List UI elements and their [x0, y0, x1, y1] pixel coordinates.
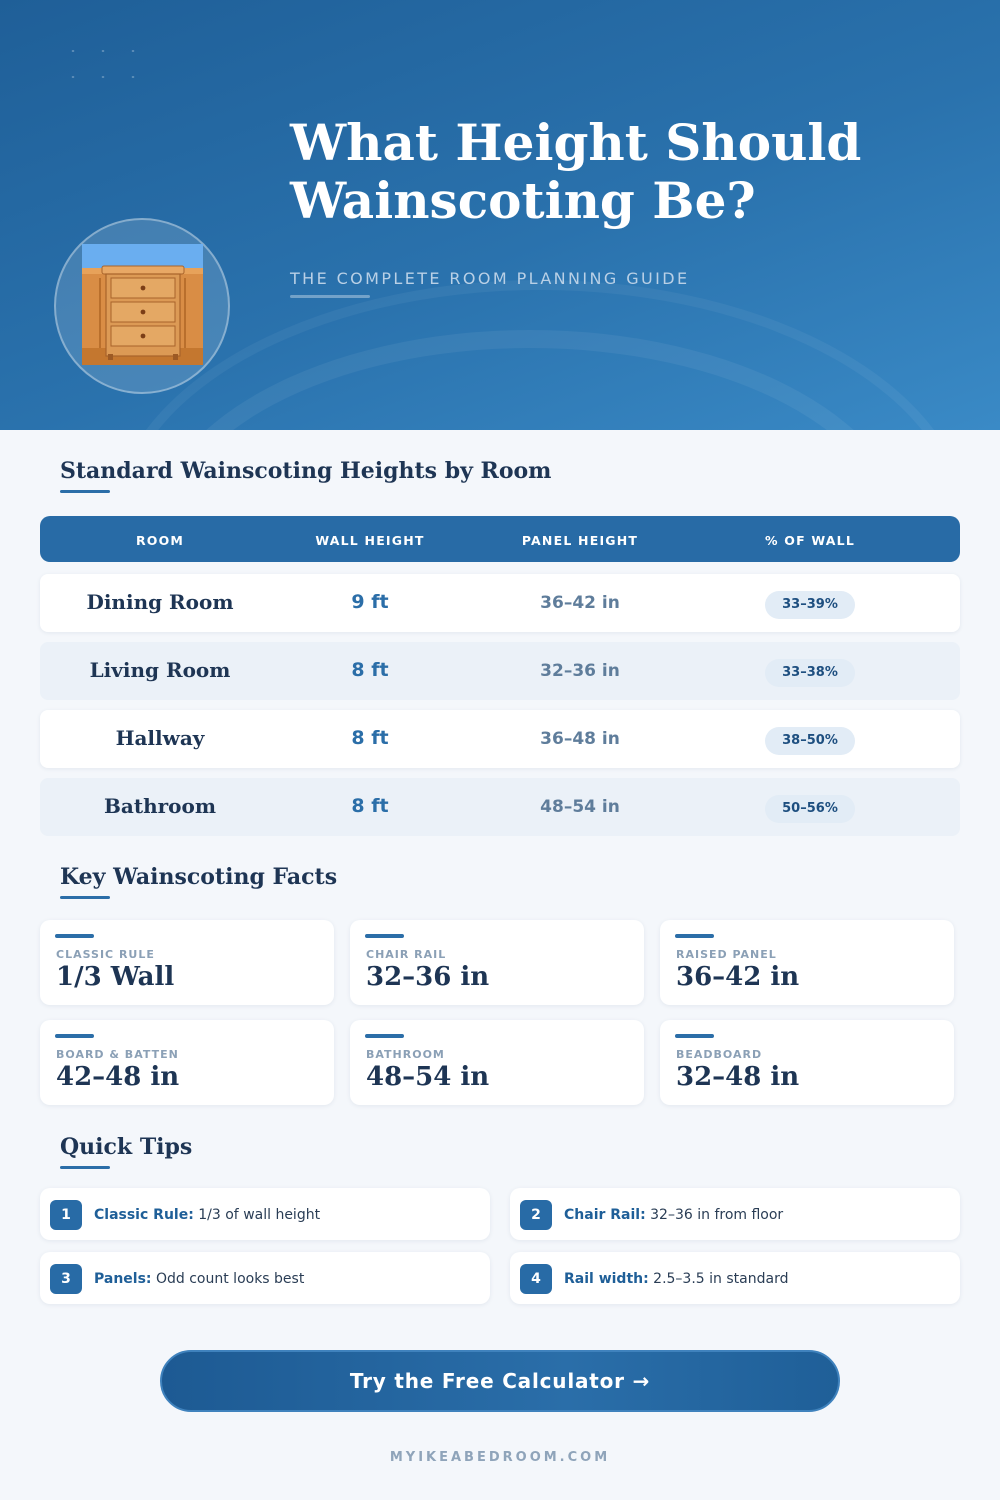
tips-section-title: Quick Tips [60, 1134, 193, 1160]
tip-card [40, 1252, 490, 1304]
wall-height: 8 ft [351, 659, 389, 681]
page-title [290, 114, 970, 230]
tip-body: Odd count looks best [151, 1271, 305, 1287]
fact-card-chair-rail [350, 920, 644, 1005]
fact-label: CHAIR RAIL [366, 948, 447, 961]
section-underline [60, 896, 110, 899]
page-title-line-1: What Height Should [290, 113, 862, 172]
column-header-panel-height: PANEL HEIGHT [521, 533, 639, 548]
panel-height: 32–36 in [540, 661, 620, 681]
tip-lead: Chair Rail: [564, 1207, 646, 1223]
column-header-percent-of-wall: % OF WALL [764, 533, 856, 548]
free-calculator-button[interactable]: Try the Free Calculator → [160, 1350, 840, 1412]
tip-body: 32–36 in from floor [645, 1207, 784, 1223]
tip-text [94, 1271, 304, 1287]
decorative-dot-grid [58, 38, 158, 98]
tip-lead: Rail width: [564, 1271, 649, 1287]
table-row [40, 574, 960, 632]
card-accent-bar [55, 1034, 94, 1038]
tip-text [564, 1271, 788, 1287]
fact-card-bathroom [350, 1020, 644, 1105]
card-accent-bar [675, 934, 714, 938]
fact-label: BEADBOARD [676, 1048, 763, 1061]
tip-lead: Panels: [94, 1271, 152, 1287]
percent-badge: 38–50% [765, 727, 855, 755]
heights-table-header [40, 516, 960, 562]
fact-label: BATHROOM [366, 1048, 445, 1061]
fact-label: CLASSIC RULE [56, 948, 155, 961]
panel-height: 36–48 in [540, 729, 620, 749]
room-name: Bathroom [103, 794, 217, 818]
tip-body: 2.5–3.5 in standard [648, 1271, 789, 1287]
wall-height: 8 ft [351, 795, 389, 817]
facts-section-title: Key Wainscoting Facts [60, 864, 338, 890]
fact-label: RAISED PANEL [676, 948, 777, 961]
panel-height: 48–54 in [540, 797, 620, 817]
tip-lead: Classic Rule: [94, 1207, 194, 1223]
section-underline [60, 1166, 110, 1169]
fact-value: 32–36 in [366, 962, 490, 992]
card-accent-bar [675, 1034, 714, 1038]
tip-card [510, 1188, 960, 1240]
room-name: Dining Room [86, 590, 234, 614]
nightstand-photo [82, 244, 203, 365]
fact-value: 1/3 Wall [56, 962, 175, 992]
fact-value: 42–48 in [56, 1062, 180, 1092]
tip-number-badge: 4 [520, 1264, 552, 1294]
fact-card-beadboard [660, 1020, 954, 1105]
card-accent-bar [365, 1034, 404, 1038]
wall-height: 8 ft [351, 727, 389, 749]
fact-card-raised-panel [660, 920, 954, 1005]
nightstand-illustration [82, 244, 203, 365]
room-name: Living Room [89, 658, 231, 682]
fact-value: 32–48 in [676, 1062, 800, 1092]
page-subtitle: THE COMPLETE ROOM PLANNING GUIDE [290, 269, 690, 288]
hero-banner [0, 0, 1000, 430]
heights-section-title: Standard Wainscoting Heights by Room [60, 458, 552, 484]
tip-card [510, 1252, 960, 1304]
footer-site-name: MYIKEABEDROOM.COM [389, 1450, 611, 1465]
room-name: Hallway [115, 726, 205, 750]
tip-text [564, 1207, 783, 1223]
table-row [40, 642, 960, 700]
fact-label: BOARD & BATTEN [56, 1048, 179, 1061]
fact-card-classic-rule [40, 920, 334, 1005]
fact-card-board-and-batten [40, 1020, 334, 1105]
tip-body: 1/3 of wall height [193, 1207, 321, 1223]
tip-number-badge: 2 [520, 1200, 552, 1230]
wall-height: 9 ft [351, 591, 389, 613]
card-accent-bar [55, 934, 94, 938]
percent-badge: 50–56% [765, 795, 855, 823]
percent-badge: 33–38% [765, 659, 855, 687]
subtitle-underline [290, 295, 370, 298]
percent-badge: 33–39% [765, 591, 855, 619]
fact-value: 48–54 in [366, 1062, 490, 1092]
tip-number-badge: 1 [50, 1200, 82, 1230]
column-header-room: ROOM [135, 533, 185, 548]
column-header-wall-height: WALL HEIGHT [315, 533, 425, 548]
table-row [40, 778, 960, 836]
tip-card [40, 1188, 490, 1240]
page-title-line-2: Wainscoting Be? [290, 171, 756, 230]
card-accent-bar [365, 934, 404, 938]
panel-height: 36–42 in [540, 593, 620, 613]
tip-number-badge: 3 [50, 1264, 82, 1294]
section-underline [60, 490, 110, 493]
fact-value: 36–42 in [676, 962, 800, 992]
table-row [40, 710, 960, 768]
tip-text [94, 1207, 320, 1223]
